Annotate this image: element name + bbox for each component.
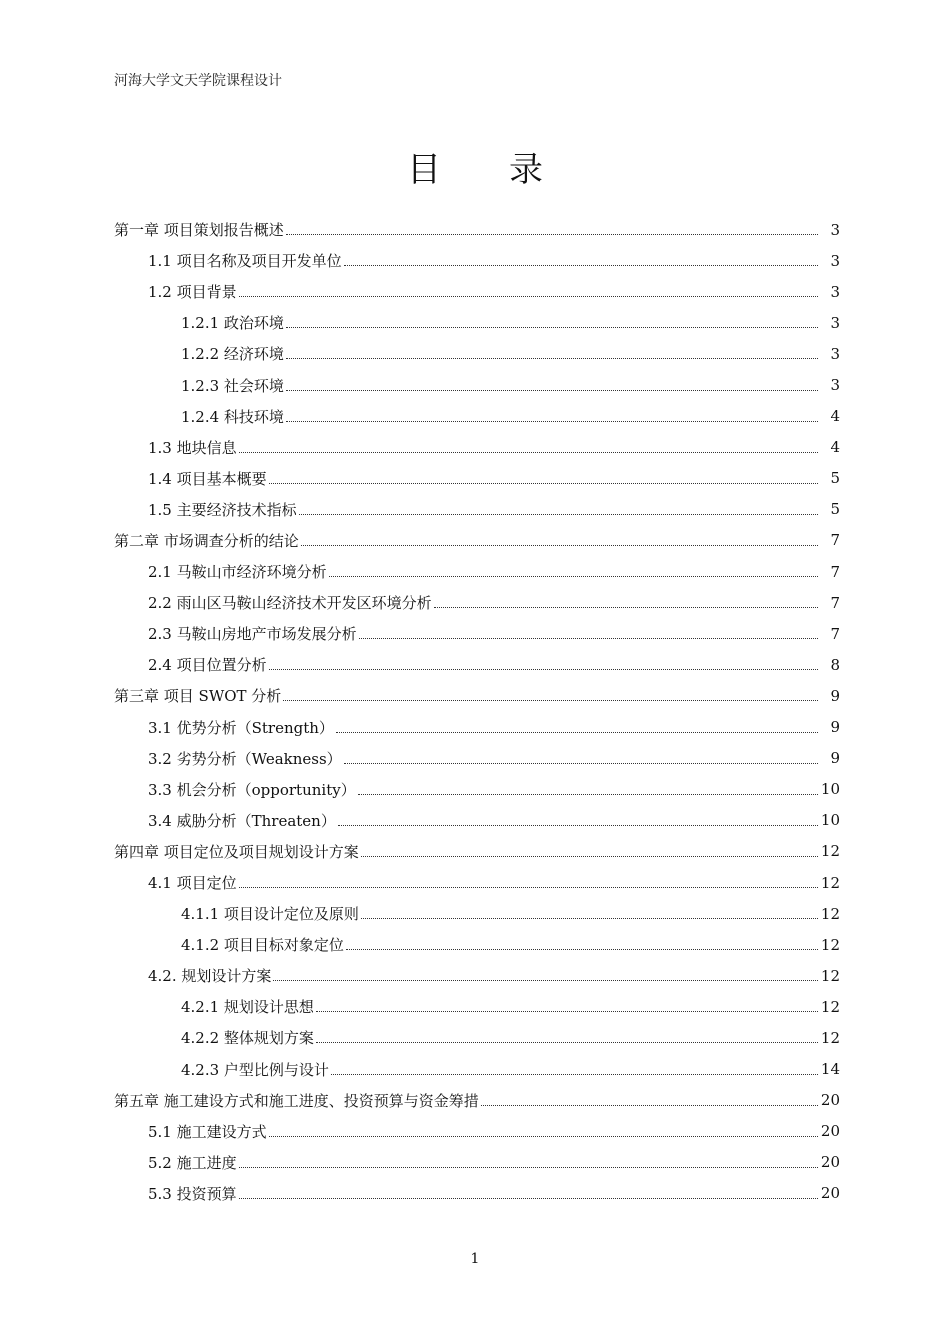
toc-entry-page: 12 — [820, 873, 840, 892]
toc-entry-page: 3 — [830, 313, 840, 332]
toc-title-char-1: 目 — [407, 150, 441, 190]
toc-entry-label: 1.2.3 社会环境 — [181, 376, 284, 395]
toc-entry-label: 3.2 劣势分析（Weakness） — [148, 749, 342, 768]
toc-entry-label: 第二章 市场调查分析的结论 — [114, 531, 299, 550]
toc-entry-page: 14 — [820, 1060, 840, 1079]
toc-entry-page: 10 — [820, 780, 840, 799]
toc-leader-dots — [316, 1022, 818, 1053]
toc-entry-label: 4.2. 规划设计方案 — [148, 967, 272, 986]
toc-entry-label: 5.3 投资预算 — [148, 1184, 237, 1203]
page-header: 河海大学文天学院课程设计 — [114, 73, 282, 89]
toc-leader-dots — [331, 1054, 818, 1085]
toc-entry-page: 5 — [830, 500, 840, 519]
toc-entry-page: 3 — [830, 282, 840, 301]
toc-entry-label: 3.3 机会分析（opportunity） — [148, 780, 356, 799]
toc-leader-dots — [344, 245, 818, 276]
toc-entry-page: 20 — [820, 1184, 840, 1203]
toc-entry[interactable] — [114, 805, 840, 836]
toc-entry-label: 第三章 项目 SWOT 分析 — [114, 687, 282, 706]
toc-entry-page: 4 — [830, 438, 840, 457]
toc-entry[interactable] — [114, 898, 840, 929]
toc-entry[interactable] — [114, 587, 840, 618]
toc-leader-dots — [338, 805, 818, 836]
toc-entry-page: 8 — [830, 655, 840, 674]
toc-entry-label: 1.3 地块信息 — [148, 438, 237, 457]
toc-leader-dots — [329, 556, 818, 587]
toc-entry-page: 3 — [830, 376, 840, 395]
toc-entry[interactable] — [114, 836, 840, 867]
toc-entry[interactable] — [114, 618, 840, 649]
toc-entry-label: 4.2.1 规划设计思想 — [181, 998, 314, 1017]
toc-entry-page: 12 — [820, 904, 840, 923]
toc-leader-dots — [286, 214, 818, 245]
toc-leader-dots — [273, 960, 818, 991]
toc-leader-dots — [336, 712, 818, 743]
toc-entry[interactable] — [114, 307, 840, 338]
toc-entry-page: 9 — [830, 718, 840, 737]
toc-leader-dots — [481, 1085, 818, 1116]
toc-leader-dots — [286, 401, 818, 432]
page-number: 1 — [470, 1251, 480, 1267]
toc-entry[interactable] — [114, 556, 840, 587]
toc-entry-label: 4.1.1 项目设计定位及原则 — [181, 905, 359, 924]
toc-entry[interactable] — [114, 214, 840, 245]
toc-leader-dots — [239, 276, 818, 307]
toc-entry-page: 12 — [820, 935, 840, 954]
toc-leader-dots — [346, 929, 818, 960]
toc-entry-label: 4.1 项目定位 — [148, 874, 237, 893]
toc-leader-dots — [283, 680, 818, 711]
toc-entry-page: 3 — [830, 344, 840, 363]
toc-entry[interactable] — [114, 960, 840, 991]
toc-leader-dots — [239, 867, 818, 898]
toc-entry[interactable] — [114, 1178, 840, 1209]
toc-entry[interactable] — [114, 1054, 840, 1085]
toc-entry-page: 7 — [830, 562, 840, 581]
toc-entry-label: 1.5 主要经济技术指标 — [148, 500, 297, 519]
toc-leader-dots — [301, 525, 818, 556]
toc-entry-label: 4.1.2 项目目标对象定位 — [181, 936, 344, 955]
toc-entry-label: 第四章 项目定位及项目规划设计方案 — [114, 842, 359, 861]
toc-leader-dots — [239, 432, 818, 463]
toc-entry-label: 2.2 雨山区马鞍山经济技术开发区环境分析 — [148, 594, 432, 613]
toc-entry-page: 7 — [830, 531, 840, 550]
toc-entry[interactable] — [114, 649, 840, 680]
toc-entry-label: 1.2 项目背景 — [148, 283, 237, 302]
toc-entry-page: 20 — [820, 1091, 840, 1110]
toc-entry-page: 3 — [830, 251, 840, 270]
toc-leader-dots — [344, 743, 818, 774]
toc-entry[interactable] — [114, 525, 840, 556]
toc-entry-page: 9 — [830, 686, 840, 705]
toc-entry[interactable] — [114, 743, 840, 774]
toc-entry[interactable] — [114, 494, 840, 525]
toc-entry-page: 12 — [820, 966, 840, 985]
toc-entry[interactable] — [114, 276, 840, 307]
toc-entry[interactable] — [114, 929, 840, 960]
toc-entry-label: 4.2.3 户型比例与设计 — [181, 1060, 329, 1079]
toc-leader-dots — [269, 1116, 818, 1147]
toc-title-char-2: 录 — [509, 150, 543, 190]
toc-entry-label: 5.1 施工建设方式 — [148, 1122, 267, 1141]
toc-entry[interactable] — [114, 338, 840, 369]
toc-leader-dots — [286, 370, 818, 401]
toc-entry-label: 4.2.2 整体规划方案 — [181, 1029, 314, 1048]
toc-entry-label: 第一章 项目策划报告概述 — [114, 221, 284, 240]
toc-entry-label: 2.4 项目位置分析 — [148, 656, 267, 675]
toc-entry-label: 1.2.1 政治环境 — [181, 314, 284, 333]
toc-entry[interactable] — [114, 1022, 840, 1053]
toc-entry-label: 5.2 施工进度 — [148, 1153, 237, 1172]
toc-leader-dots — [358, 774, 818, 805]
toc-entry[interactable] — [114, 1147, 840, 1178]
toc-entry[interactable] — [114, 401, 840, 432]
toc-title — [0, 142, 950, 191]
toc-leader-dots — [269, 463, 818, 494]
toc-entry-page: 9 — [830, 749, 840, 768]
toc-leader-dots — [361, 836, 818, 867]
toc-entry-page: 5 — [830, 469, 840, 488]
table-of-contents — [114, 214, 840, 1209]
toc-entry[interactable] — [114, 991, 840, 1022]
toc-entry-label: 1.4 项目基本概要 — [148, 469, 267, 488]
toc-leader-dots — [286, 307, 818, 338]
toc-entry[interactable] — [114, 1085, 840, 1116]
toc-leader-dots — [239, 1147, 818, 1178]
toc-leader-dots — [434, 587, 818, 618]
toc-entry-label: 1.2.4 科技环境 — [181, 407, 284, 426]
toc-entry[interactable] — [114, 245, 840, 276]
toc-entry-page: 12 — [820, 997, 840, 1016]
toc-entry-label: 2.1 马鞍山市经济环境分析 — [148, 563, 327, 582]
toc-entry[interactable] — [114, 1116, 840, 1147]
toc-entry-page: 7 — [830, 593, 840, 612]
toc-entry[interactable] — [114, 712, 840, 743]
toc-entry-label: 3.4 威胁分析（Threaten） — [148, 811, 336, 830]
toc-entry[interactable] — [114, 867, 840, 898]
toc-entry-page: 3 — [830, 220, 840, 239]
toc-leader-dots — [299, 494, 818, 525]
toc-leader-dots — [361, 898, 818, 929]
toc-leader-dots — [316, 991, 818, 1022]
toc-entry[interactable] — [114, 463, 840, 494]
toc-entry-label: 2.3 马鞍山房地产市场发展分析 — [148, 625, 357, 644]
toc-entry[interactable] — [114, 369, 840, 400]
toc-entry-page: 20 — [820, 1153, 840, 1172]
toc-entry[interactable] — [114, 432, 840, 463]
toc-entry-page: 4 — [830, 407, 840, 426]
toc-entry[interactable] — [114, 680, 840, 711]
toc-entry-label: 3.1 优势分析（Strength） — [148, 718, 334, 737]
toc-entry-label: 1.1 项目名称及项目开发单位 — [148, 252, 342, 271]
toc-entry[interactable] — [114, 774, 840, 805]
toc-entry-page: 10 — [820, 811, 840, 830]
toc-leader-dots — [269, 649, 818, 680]
toc-entry-page: 20 — [820, 1122, 840, 1141]
toc-entry-page: 7 — [830, 624, 840, 643]
toc-entry-page: 12 — [820, 1028, 840, 1047]
toc-leader-dots — [286, 338, 818, 369]
toc-entry-label: 1.2.2 经济环境 — [181, 345, 284, 364]
toc-entry-page: 12 — [820, 842, 840, 861]
toc-leader-dots — [359, 618, 818, 649]
toc-entry-label: 第五章 施工建设方式和施工进度、投资预算与资金筹措 — [114, 1091, 479, 1110]
toc-leader-dots — [239, 1178, 818, 1209]
